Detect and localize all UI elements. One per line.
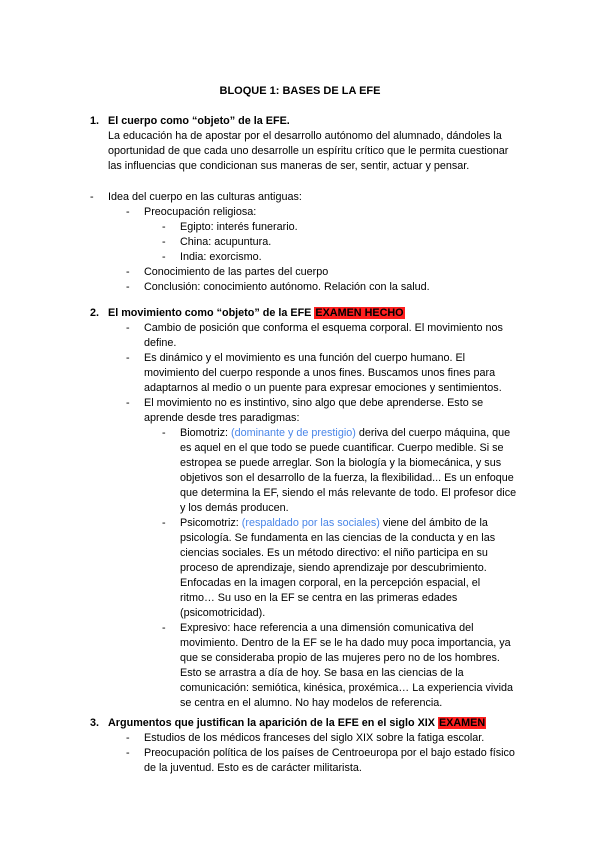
dash-bullet: - (162, 221, 166, 233)
section-1-heading: El cuerpo como “objeto” de la EFE. (108, 115, 290, 127)
list-item: El movimiento no es instintivo, sino algo que debe aprenderse. Esto se (144, 397, 484, 409)
list-item: estropea se puede arreglar. Son la biología y la biomecánica, y sus (180, 457, 502, 469)
dash-bullet: - (126, 266, 130, 278)
list-item: Conocimiento de las partes del cuerpo (144, 266, 329, 278)
list-item: Conclusión: conocimiento autónomo. Relación con la salud. (144, 281, 430, 293)
list-item: psicología. Se fundamenta en las ciencias de la conducta y en las (180, 532, 496, 544)
dash-bullet: - (126, 732, 130, 744)
paradigm-note: (respaldado por las sociales) (241, 517, 380, 529)
paradigm-text: viene del ámbito de la (382, 517, 488, 529)
list-item: Expresivo: hace referencia a una dimensión comunicativa del (180, 622, 474, 634)
list-item: movimiento del cuerpo responde a unos fines. Buscamos unos fines para (144, 367, 496, 379)
section-3-heading: Argumentos que justifican la aparición de la EFE en el siglo XIX (108, 717, 435, 729)
list-item: que determina la EF, siendo el más relevante de todo. El profesor dice (180, 487, 517, 499)
section-3-heading-line (108, 716, 486, 731)
paradigm-psicomotriz (180, 516, 488, 531)
list-item: se centra en el alumno. No hay modelos de referencia. (180, 697, 443, 709)
dash-bullet: - (126, 352, 130, 364)
list-item: aprende desde tres paradigmas: (144, 412, 300, 424)
exam-badge: EXAMEN HECHO (315, 307, 404, 319)
dash-bullet: - (162, 427, 166, 439)
dash-bullet: - (126, 281, 130, 293)
paradigm-text: deriva del cuerpo máquina, que (358, 427, 511, 439)
paradigm-label: Psicomotriz: (180, 517, 239, 529)
section-1-paragraph-line: las influencias que condicionan sus maneras de ser, sentir, actuar y pensar. (108, 160, 470, 172)
list-item: Idea del cuerpo en las culturas antiguas: (108, 191, 302, 203)
list-item: Egipto: interés funerario. (180, 221, 298, 233)
section-1-number: 1. (90, 115, 100, 127)
paradigm-biomotriz (180, 426, 510, 441)
paradigm-label: Biomotriz: (180, 427, 228, 439)
list-item: movimiento. Dentro de la EF se le ha dado muy poca importancia, ya (180, 637, 511, 649)
dash-bullet: - (126, 322, 130, 334)
list-item: que se consideraba propio de las mujeres pero no de los hombres. (180, 652, 500, 664)
section-2-heading-line (108, 306, 405, 321)
list-item: Preocupación religiosa: (144, 206, 257, 218)
list-item: de la juventud. Esto es de carácter militarista. (144, 762, 362, 774)
dash-bullet: - (162, 517, 166, 529)
dash-bullet: - (126, 206, 130, 218)
list-item: es aquel en el que todo se puede cuantificar. Cuerpo medible. Si se (180, 442, 504, 454)
list-item: adaptarnos al medio o un puente para expresar emociones y sentimientos. (144, 382, 502, 394)
section-1-paragraph-line: La educación ha de apostar por el desarrollo autónomo del alumnado, dándoles la (108, 130, 502, 142)
section-2-heading: El movimiento como “objeto” de la EFE (108, 307, 312, 319)
list-item: Preocupación política de los países de Centroeuropa por el bajo estado físico (144, 747, 515, 759)
list-item: Esto se arrastra a día de hoy. Se basa en las ciencias de la (180, 667, 464, 679)
dash-bullet: - (126, 747, 130, 759)
list-item: (psicomotricidad). (180, 607, 266, 619)
list-item: proceso de aprendizaje, siendo aprendizaje por descubrimiento. (180, 562, 487, 574)
list-item: Cambio de posición que conforma el esquema corporal. El movimiento nos (144, 322, 503, 334)
section-2-number: 2. (90, 307, 100, 319)
paradigm-note: (dominante y de prestigio) (231, 427, 356, 439)
exam-badge: EXAMEN (438, 717, 486, 729)
list-item: China: acupuntura. (180, 236, 272, 248)
list-item: comunicación: semiótica, kinésica, proxémica… La experiencia vivida (180, 682, 514, 694)
dash-bullet: - (126, 397, 130, 409)
dash-bullet: - (162, 236, 166, 248)
section-1-paragraph-line: oportunidad de que cada uno desarrolle un espíritu crítico que le permita cuestionar (108, 145, 509, 157)
list-item: ritmo… Su uso en la EF se centra en las primeras edades (180, 592, 458, 604)
list-item: objetivos son el desarrollo de la fuerza, la flexibilidad... Es un enfoque (180, 472, 514, 484)
list-item: India: exorcismo. (180, 251, 262, 263)
list-item: Estudios de los médicos franceses del siglo XIX sobre la fatiga escolar. (144, 732, 485, 744)
list-item: Es dinámico y el movimiento es una función del cuerpo humano. El (144, 352, 466, 364)
page-title: BLOQUE 1: BASES DE LA EFE (219, 85, 381, 97)
dash-bullet: - (162, 622, 166, 634)
dash-bullet: - (162, 251, 166, 263)
section-3-number: 3. (90, 717, 100, 729)
list-item: Enfocadas en la imagen corporal, en la percepción espacial, el (180, 577, 481, 589)
list-item: ciencias sociales. Es un método directivo: el niño participa en su (180, 547, 488, 559)
list-item: define. (144, 337, 177, 349)
list-item: y los demás producen. (180, 502, 289, 514)
dash-bullet: - (90, 191, 94, 203)
